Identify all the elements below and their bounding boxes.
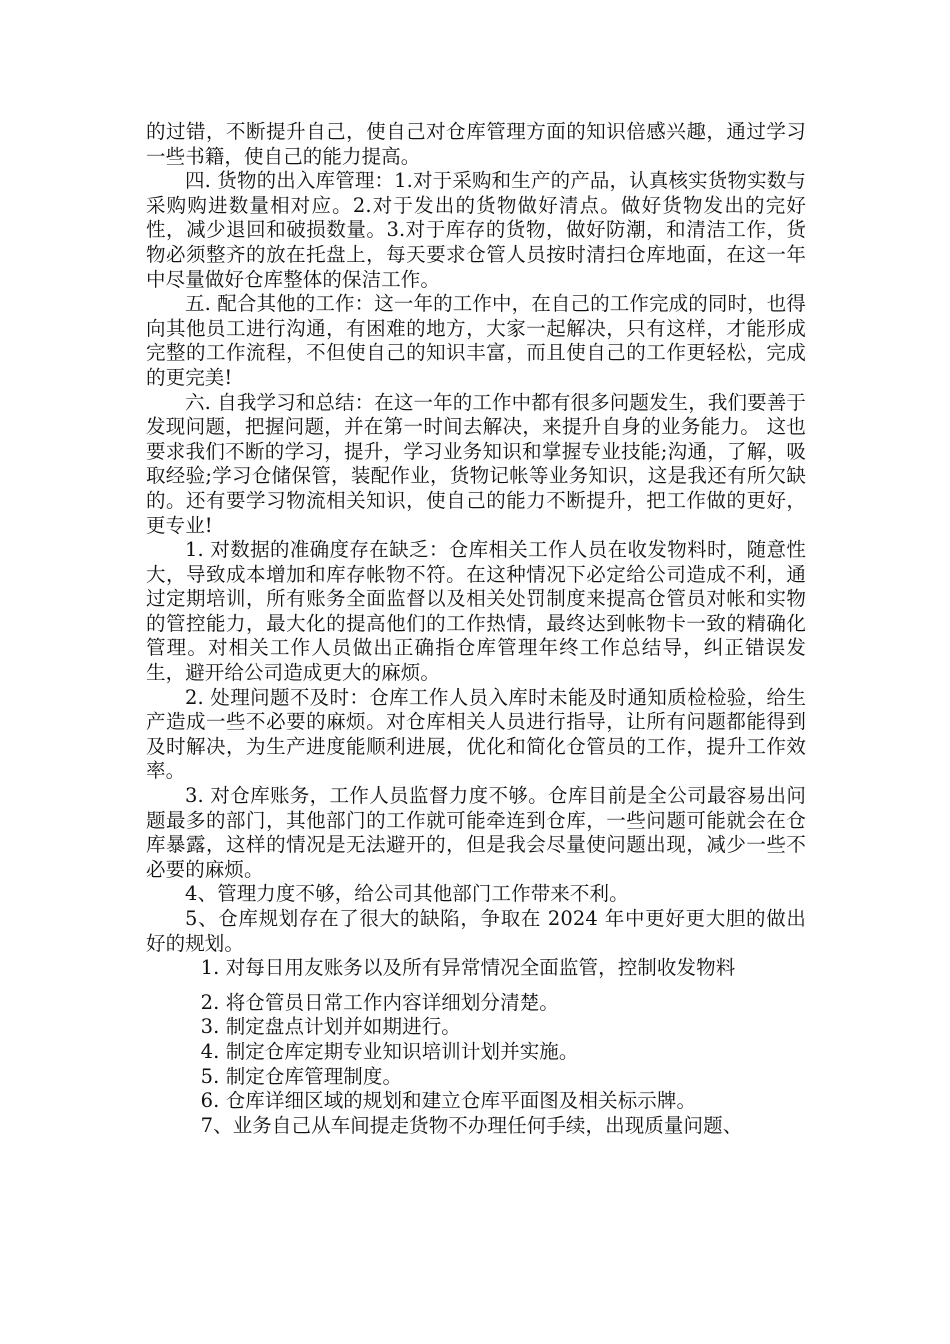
document-page [146,120,806,1138]
paragraph-issue-2: 2. 处理问题不及时：仓库工作人员入库时未能及时通知质检检验，给生产造成一些不必要的麻烦。对仓库相关人员进行指导，让所有问题都能得到及时解决，为生产进度能顺利进展，优化和简化仓管员的工作，提升工作效率。 [146,685,806,783]
paragraph-section-5: 五. 配合其他的工作：这一年的工作中，在自己的工作完成的同时，也得向其他员工进行沟通，有困难的地方，大家一起解决，只有这样，才能形成完整的工作流程，不但使自己的知识丰富，而且使自己的工作更轻松，完成的更完美! [146,292,806,389]
plan-item-7: 7、业务自己从车间提走货物不办理任何手续，出现质量问题、 [200,1113,743,1137]
paragraph-section-6: 六. 自我学习和总结：在这一年的工作中都有很多问题发生，我们要善于发现问题，把握问题，并在第一时间去解决，来提升自身的业务能力。 这也要求我们不断的学习，提升，学习业务知识和掌握专业技能;沟通，了解，吸取经验;学习仓储保管，装配作业，货物记帐等业务知识，这是我还有所欠缺的。还有要学习物流相关知识，使自己的能力不断提升，把工作做的更好，更专业! [146,390,806,537]
plan-item-2: 2. 将仓管员日常工作内容详细划分清楚。 [200,990,559,1014]
paragraph-issue-5: 5、仓库规划存在了很大的缺陷，争取在 2024 年中更好更大胆的做出好的规划。 [146,907,806,955]
paragraph-section-4: 四. 货物的出入库管理：1.对于采购和生产的产品，认真核实货物实数与采购购进数量相对应。2.对于发出的货物做好清点。做好货物发出的完好性，减少退回和破损数量。3.对于库存的货物，做好防潮，和清洁工作，货物必须整齐的放在托盘上，每天要求仓管人员按时清扫仓库地面，在这一年中尽量做好仓库整体的保洁工作。 [146,169,806,291]
paragraph-continuation: 的过错，不断提升自己，使自己对仓库管理方面的知识倍感兴趣，通过学习一些书籍，使自己的能力提高。 [146,120,806,168]
plan-item-5: 5. 制定仓库管理制度。 [200,1064,403,1088]
paragraph-issue-4: 4、管理力度不够，给公司其他部门工作带来不利。 [185,882,629,906]
plan-item-4: 4. 制定仓库定期专业知识培训计划并实施。 [200,1039,579,1063]
paragraph-issue-3: 3. 对仓库账务，工作人员监督力度不够。仓库目前是全公司最容易出问题最多的部门，其他部门的工作就可能牵连到仓库，一些问题可能就会在仓库暴露，这样的情况是无法避开的，但是我会尽量使问题出现，减少一些不必要的麻烦。 [146,784,806,881]
plan-item-3: 3. 制定盘点计划并如期进行。 [200,1015,461,1039]
paragraph-issue-1: 1. 对数据的准确度存在缺乏：仓库相关工作人员在收发物料时，随意性大，导致成本增加和库存帐物不符。在这种情况下必定给公司造成不利，通过定期培训，所有账务全面监督以及相关处罚制度来提高仓管员对帐和实物的管控能力，最大化的提高他们的工作热情，最终达到帐物卡一致的精确化管理。对相关工作人员做出正确指仓库管理年终工作总结导，纠正错误发生，避开给公司造成更大的麻烦。 [146,538,806,685]
plan-item-6: 6. 仓库详细区域的规划和建立仓库平面图及相关标示牌。 [200,1089,697,1113]
plan-item-1: 1. 对每日用友账务以及所有异常情况全面监管，控制收发物料 [200,956,736,980]
